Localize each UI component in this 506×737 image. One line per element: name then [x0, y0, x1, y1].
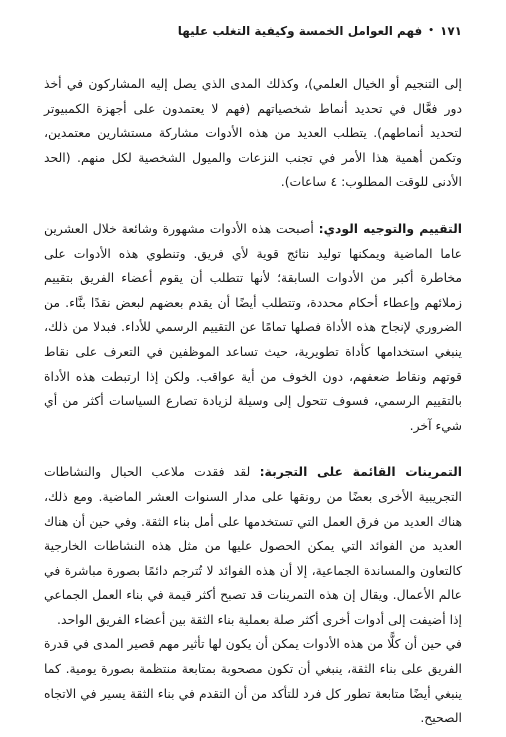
- paragraph-peer-assessment: [44, 217, 462, 438]
- page-number: ١٧١: [440, 24, 462, 38]
- paragraph-text: لقد فقدت ملاعب الحبال والنشاطات التجريبية الأخرى بعضًا من رونقها على مدار السنوات العشر الماضية. ومع ذلك، هناك العديد من فرق العمل التي تستخدمها على أمل بناء الثقة. وفي حين أن هناك العديد من الفوائد التي يمكن الحصول عليها من مثل هذه النشاطات الخارجية كالتعاون والمساندة الجماعية، إلا أن هذه الفوائد لا تُترجم دائمًا بصورة مباشرة في عالم الأعمال. ويقال إن هذه التمرينات قد تصبح أكثر قيمة في بناء العمل الجماعي إذا أضيفت إلى أدوات أخرى أكثر صلة بعملية بناء الثقة بين أعضاء الفريق الواحد.: [44, 464, 462, 627]
- paragraph-lead-heading: التمرينات القائمة على التجربة:: [259, 464, 462, 480]
- header-separator: •: [428, 26, 435, 36]
- paragraph-text: في حين أن كلًّا من هذه الأدوات يمكن أن يكون لها تأثير مهم قصير المدى في قدرة الفريق على بناء الثقة، ينبغي أن تكون مصحوبة بمتابعة منتظمة بصورة يومية. كما ينبغي أيضًا متابعة تطور كل فرد للتأكد من أن التقدم في بناء الثقة يسير في الاتجاه الصحيح.: [44, 636, 462, 726]
- paragraph-experiential-exercises: [44, 460, 462, 632]
- paragraph-intro-continuation: [44, 72, 462, 195]
- paragraph-text: إلى التنجيم أو الخيال العلمي)، وكذلك المدى الذي يصل إليه المشاركون في أخذ دور فعَّال في تحديد أنماط شخصياتهم (فهم لا يعتمدون على أجهزة الكمبيوتر لتحديد أنماطهم). يتطلب العديد من هذه الأدوات مشاركة مستشارين معتمدين، وتكمن أهمية هذا الأمر في تجنب النزعات والميول الشخصية لكل منهم. (الحد الأدنى للوقت المطلوب: ٤ ساعات).: [44, 76, 462, 190]
- running-header: [44, 22, 462, 40]
- spacer: [44, 195, 462, 217]
- running-title: فهم العوامل الخمسة وكيفية التغلب عليها: [177, 24, 423, 38]
- paragraph-lead-heading: التقييم والتوجيه الودي:: [318, 220, 462, 236]
- paragraph-conclusion: [44, 632, 462, 730]
- paragraph-text: أصبحت هذه الأدوات مشهورة وشائعة خلال العشرين عاما الماضية ويمكنها توليد نتائج قوية لأي فريق. وتنطوي هذه الأدوات على مخاطرة أكبر من الأدوات السابقة؛ لأنها تتطلب أن يقوم أعضاء الفريق بتقييم زملائهم وإعطاء أحكام محددة، وتتطلب أيضًا أن يقدم بعضهم لبعض نقدًا بنَّاء. من الضروري لإنجاح هذه الأداة فصلها تمامًا عن التقييم الرسمي للأداء. فبدلا من ذلك، ينبغي استخدامها كأداة تطويرية، حيث تساعد الموظفين في التعرف على نقاط قوتهم ونقاط ضعفهم، دون الخوف من أية عواقب. ولكن إذا ارتبطت هذه الأداة بالتقييم الرسمي، فسوف تتحول إلى وسيلة لزيادة تصارع السياسات أكثر من أي شيء آخر.: [44, 220, 462, 433]
- spacer: [44, 438, 462, 460]
